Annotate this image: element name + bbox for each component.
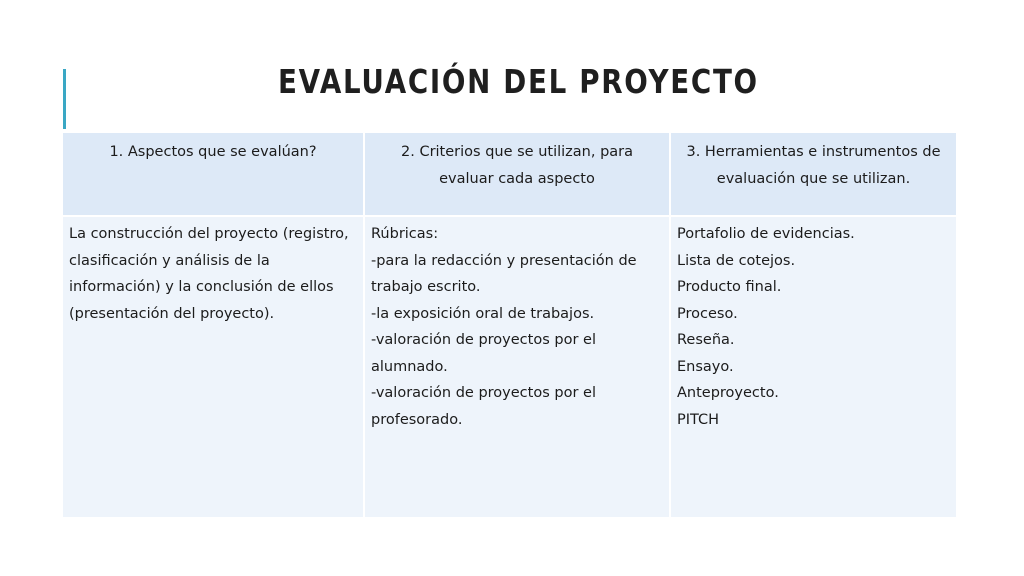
text-line: Reseña.: [677, 332, 735, 348]
text-line: profesorado.: [371, 411, 463, 428]
text-line: La construcción del proyecto (registro,: [69, 226, 349, 242]
text-line: Rúbricas:: [371, 226, 439, 242]
text-line: alumnado.: [371, 358, 448, 375]
text-line: Ensayo.: [677, 358, 734, 375]
cell-criterios: [364, 216, 670, 518]
text-line: Lista de cotejos.: [677, 252, 796, 269]
text-line: (presentación del proyecto).: [69, 305, 275, 322]
text-line: -valoración de proyectos por el: [371, 385, 596, 401]
text-line: Proceso.: [677, 305, 738, 322]
text-line: Portafolio de evidencias.: [677, 226, 855, 242]
header-herramientas: 3. Herramientas e instrumentos de evaluación que se utilizan.: [670, 132, 957, 216]
header-criterios: 2. Criterios que se utilizan, para evaluar cada aspecto: [364, 132, 670, 216]
cell-aspectos: [62, 216, 364, 518]
text-line: PITCH: [677, 411, 720, 428]
text-line: Anteproyecto.: [677, 385, 779, 401]
text-line: -la exposición oral de trabajos.: [371, 305, 595, 322]
evaluation-table: [61, 131, 958, 519]
table-row: [62, 216, 957, 518]
text-line: información) y la conclusión de ellos: [69, 279, 334, 295]
slide-title: EVALUACIÓN DEL PROYECTO: [278, 62, 759, 101]
text-line: trabajo escrito.: [371, 279, 481, 295]
text-line: Producto final.: [677, 279, 782, 295]
accent-bar: [63, 69, 66, 129]
cell-herramientas: [670, 216, 957, 518]
table-header-row: [62, 132, 957, 216]
text-line: clasificación y análisis de la: [69, 252, 270, 269]
text-line: -valoración de proyectos por el: [371, 332, 596, 348]
text-line: -para la redacción y presentación de: [371, 252, 637, 269]
header-aspectos: 1. Aspectos que se evalúan?: [62, 132, 364, 216]
